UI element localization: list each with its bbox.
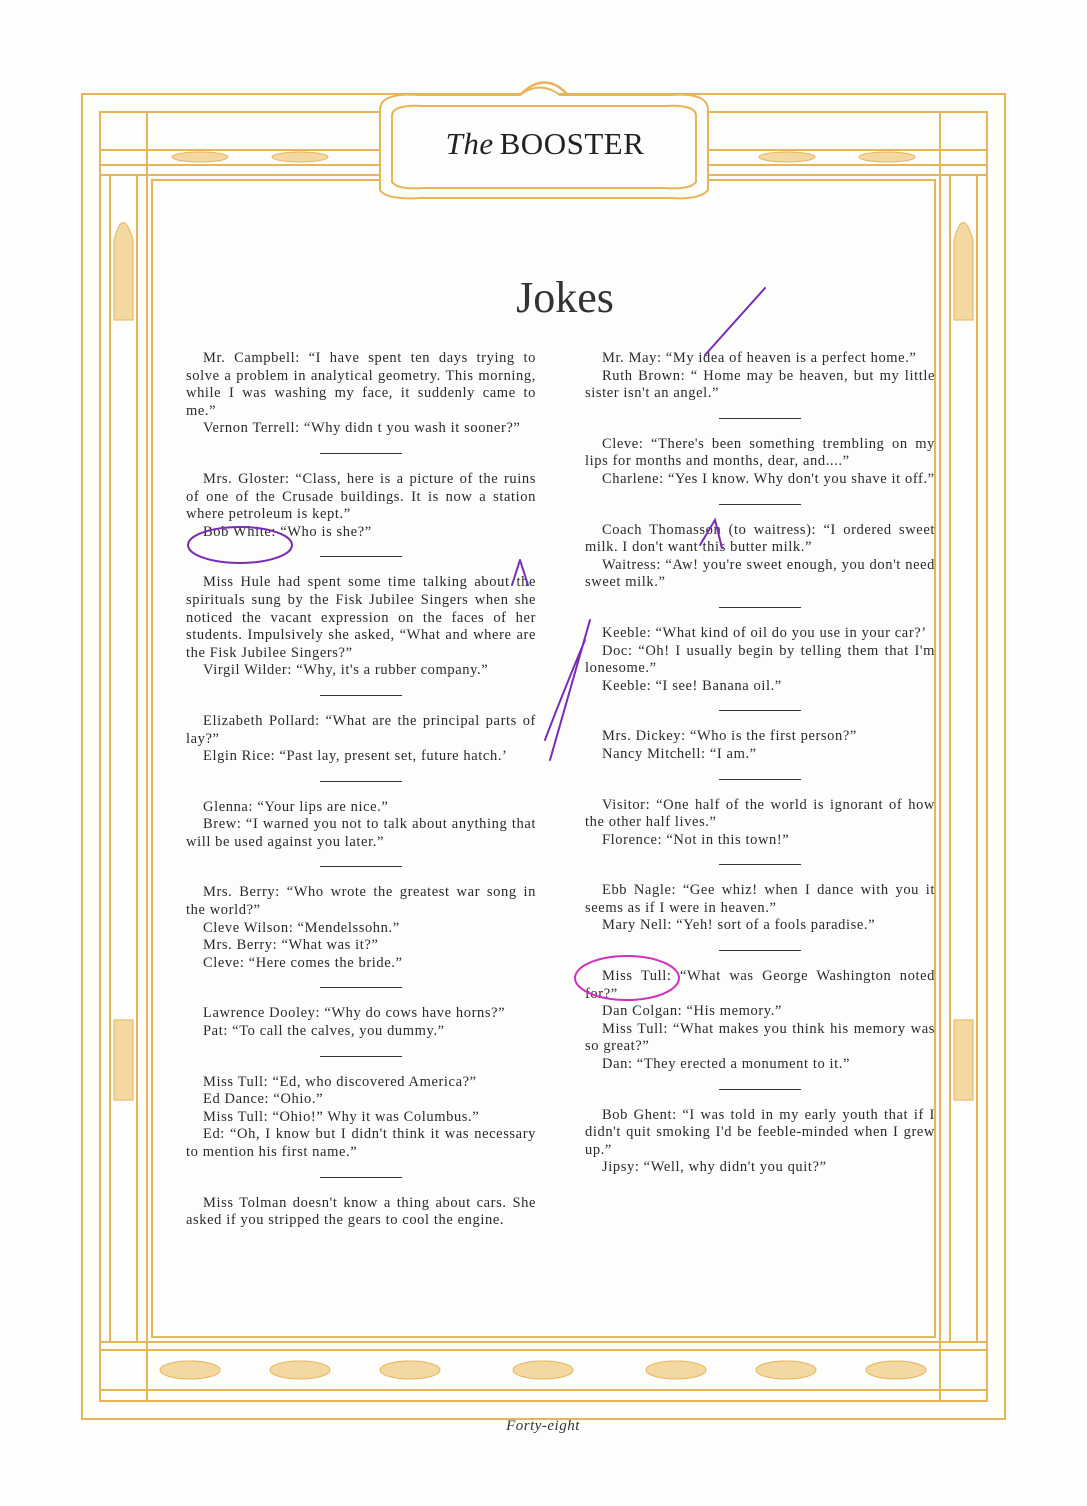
joke-separator	[320, 695, 402, 696]
joke-line: Bob White: “Who is she?”	[203, 523, 372, 540]
left-joke-8	[186, 1074, 536, 1162]
joke-separator	[719, 779, 801, 780]
header-title	[400, 126, 690, 162]
joke-line: Mrs. Berry: “What was it?”	[203, 937, 379, 954]
left-joke-7	[186, 1005, 536, 1040]
joke-line: Bob Ghent: “I was told in my early youth that if I didn't quit smoking I'd be feeble-minded when I grew up.”	[585, 1106, 935, 1158]
joke-line: Virgil Wilder: “Why, it's a rubber company.”	[203, 662, 489, 679]
joke-line: Ruth Brown: “ Home may be heaven, but my little sister isn't an angel.”	[585, 367, 935, 402]
joke-line: Mrs. Gloster: “Class, here is a picture of the ruins of one of the Crusade buildings. It is now a station where petroleum is kept.”	[186, 470, 536, 523]
right-joke-8	[585, 968, 935, 1074]
joke-line: Dan Colgan: “His memory.”	[602, 1003, 782, 1020]
joke-separator	[719, 1089, 801, 1090]
right-column	[585, 350, 935, 1177]
joke-separator	[320, 556, 402, 557]
joke-line: Vernon Terrell: “Why didn t you wash it sooner?”	[203, 420, 521, 437]
joke-line: Brew: “I warned you not to talk about anything that will be used against you later.”	[186, 816, 536, 850]
joke-line: Keeble: “What kind of oil do you use in your car?’	[602, 624, 927, 641]
right-joke-1	[585, 350, 935, 403]
section-title: Jokes	[516, 273, 614, 322]
joke-separator	[719, 504, 801, 505]
joke-line: Cleve: “There's been something trembling on my lips for months and months, dear, and....”	[585, 435, 935, 470]
header-booster: BOOSTER	[499, 126, 645, 161]
joke-line: Miss Tolman doesn't know a thing about cars. She asked if you stripped the gears to cool the engine.	[186, 1194, 536, 1229]
joke-line: Waitress: “Aw! you're sweet enough, you don't need sweet milk.”	[585, 556, 935, 591]
joke-line: Mrs. Berry: “Who wrote the greatest war song in the world?”	[186, 884, 536, 919]
joke-separator	[719, 950, 801, 951]
joke-line: Cleve: “Here comes the bride.”	[203, 954, 403, 971]
joke-line: Ed: “Oh, I know but I didn't think it was necessary to mention his first name.”	[186, 1126, 536, 1160]
joke-line: Miss Tull: “Ed, who discovered America?”	[203, 1073, 477, 1090]
joke-line: Pat: “To call the calves, you dummy.”	[203, 1023, 445, 1040]
joke-line: Mr. May: “My idea of heaven is a perfect home.”	[602, 350, 917, 366]
joke-line: Miss Hule had spent some time talking about the spirituals sung by the Fisk Jubilee Singers when she noticed the vacant expression on the faces of her students. Impulsively she asked, “What and where are the Fisk Jubilee Singers?”	[186, 574, 536, 661]
left-joke-4	[186, 713, 536, 766]
joke-separator	[719, 418, 801, 419]
joke-separator	[719, 710, 801, 711]
left-joke-2	[186, 471, 536, 541]
joke-line: Keeble: “I see! Banana oil.”	[602, 677, 782, 694]
joke-line: Ed Dance: “Ohio.”	[203, 1091, 324, 1108]
joke-line: Miss Tull: “What was George Washington noted for?”	[585, 968, 935, 1002]
joke-line: Elizabeth Pollard: “What are the principal parts of lay?”	[186, 712, 536, 747]
joke-line: Glenna: “Your lips are nice.”	[203, 798, 389, 815]
joke-line: Doc: “Oh! I usually begin by telling them that I'm lonesome.”	[585, 642, 935, 677]
right-joke-7	[585, 882, 935, 935]
right-joke-4	[585, 625, 935, 695]
header-the: The	[445, 126, 494, 161]
right-joke-2	[585, 436, 935, 489]
joke-separator	[320, 781, 402, 782]
right-joke-5	[585, 728, 935, 763]
joke-line: Mrs. Dickey: “Who is the first person?”	[602, 728, 857, 745]
joke-line: Lawrence Dooley: “Why do cows have horns?”	[203, 1005, 506, 1022]
left-joke-6	[186, 884, 536, 972]
joke-line: Charlene: “Yes I know. Why don't you shave it off.”	[602, 470, 935, 487]
joke-line: Miss Tull: “Ohio!” Why it was Columbus.”	[203, 1108, 480, 1125]
joke-separator	[320, 1177, 402, 1178]
right-joke-6	[585, 797, 935, 850]
joke-separator	[719, 607, 801, 608]
joke-separator	[320, 866, 402, 867]
page-number-footer: Forty-eight	[506, 1418, 580, 1434]
joke-line: Coach Thomasson (to waitress): “I ordered sweet milk. I don't want this butter milk.”	[585, 521, 935, 556]
left-joke-9	[186, 1195, 536, 1230]
joke-line: Mary Nell: “Yeh! sort of a fools paradise.”	[602, 917, 876, 934]
joke-separator	[320, 1056, 402, 1057]
joke-line: Visitor: “One half of the world is ignorant of how the other half lives.”	[585, 796, 935, 831]
joke-separator	[320, 987, 402, 988]
joke-line: Florence: “Not in this town!”	[602, 831, 790, 848]
left-joke-3	[186, 574, 536, 680]
right-joke-3	[585, 522, 935, 592]
left-joke-1	[186, 350, 536, 438]
left-joke-5	[186, 799, 536, 852]
joke-line: Cleve Wilson: “Mendelssohn.”	[203, 919, 400, 936]
joke-separator	[320, 453, 402, 454]
joke-line: Miss Tull: “What makes you think his memory was so great?”	[585, 1020, 935, 1055]
joke-line: Jipsy: “Well, why didn't you quit?”	[602, 1159, 827, 1176]
joke-line: Dan: “They erected a monument to it.”	[602, 1056, 851, 1073]
joke-line: Nancy Mitchell: “I am.”	[602, 745, 757, 762]
joke-separator	[719, 864, 801, 865]
left-column	[186, 350, 536, 1230]
joke-line: Ebb Nagle: “Gee whiz! when I dance with you it seems as if I were in heaven.”	[585, 882, 935, 916]
right-joke-9	[585, 1107, 935, 1177]
joke-line: Elgin Rice: “Past lay, present set, future hatch.’	[203, 748, 508, 765]
joke-line: Mr. Campbell: “I have spent ten days trying to solve a problem in analytical geometry. This morning, while I was washing my face, it suddenly came to me.”	[186, 350, 536, 419]
